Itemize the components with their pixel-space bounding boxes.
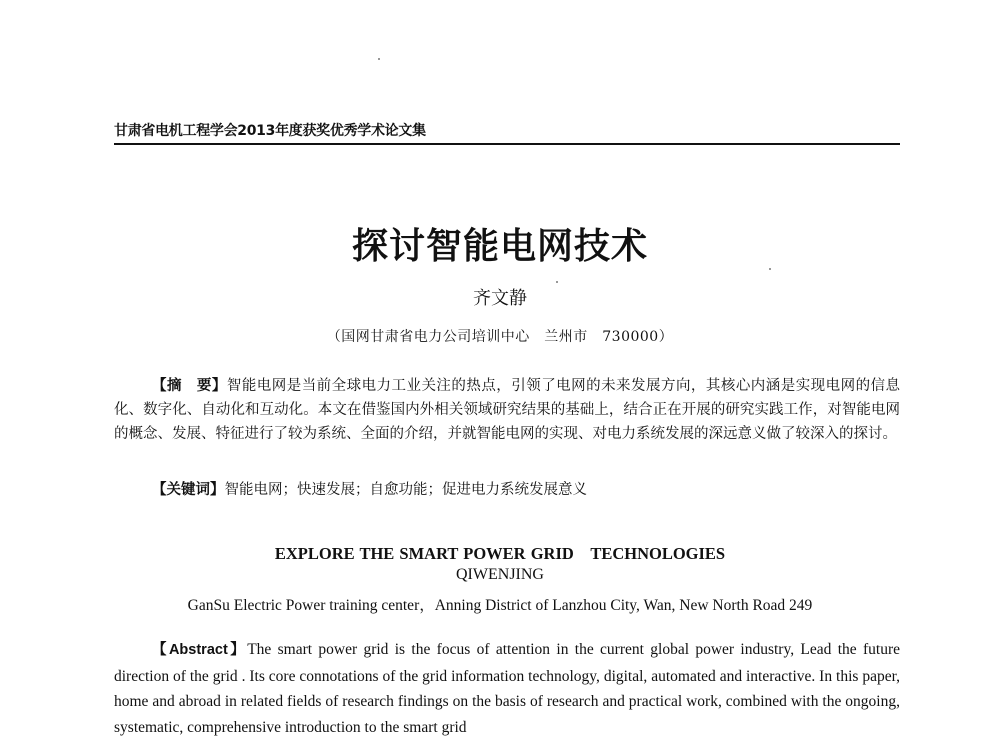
running-header: 甘肃省电机工程学会2013年度获奖优秀学术论文集: [114, 123, 426, 139]
english-abstract-label: 【Abstract】: [152, 642, 248, 658]
english-author: QIWENJING: [456, 566, 544, 583]
scan-speck: [556, 281, 558, 283]
author-name: 齐文静: [473, 288, 527, 309]
author-affiliation: （国网甘肃省电力公司培训中心 兰州市 730000）: [326, 329, 674, 345]
keywords-label: 【关键词】: [152, 482, 225, 498]
abstract-text: 智能电网是当前全球电力工业关注的热点，引领了电网的未来发展方向，其核心内涵是实现电网的信息化、数字化、自动化和互动化。本文在借鉴国内外相关领域研究结果的基础上，结合正在开展的研究实践工作，对智能电网的概念、发展、特征进行了较为系统、全面的介绍，并就智能电网的实现、对电力系统发展的深远意义做了较深入的探讨。: [114, 378, 901, 442]
chinese-keywords: [152, 478, 900, 502]
header-rule: [114, 143, 900, 145]
scan-speck: [378, 58, 380, 60]
chinese-abstract: [114, 374, 900, 446]
english-affiliation: GanSu Electric Power training center，Anning District of Lanzhou City, Wan, New North Road 249: [187, 597, 813, 614]
english-abstract: [114, 637, 900, 740]
keywords-text: 智能电网；快速发展；自愈功能；促进电力系统发展意义: [224, 482, 587, 498]
english-title: EXPLORE THE SMART POWER GRID TECHNOLOGIES: [274, 544, 726, 563]
paper-title: 探讨智能电网技术: [351, 226, 648, 267]
abstract-label: 【摘 要】: [152, 378, 227, 394]
english-abstract-text: The smart power grid is the focus of attention in the current global power industry, Lead the future direction of the grid . Its core connotations of the grid information technology, digital, automated and interactive. In this paper, home and abroad in related fields of research findings on the basis of research and practical work, combined with the ongoing, systematic, comprehensive introduction to the smart grid: [114, 641, 900, 736]
